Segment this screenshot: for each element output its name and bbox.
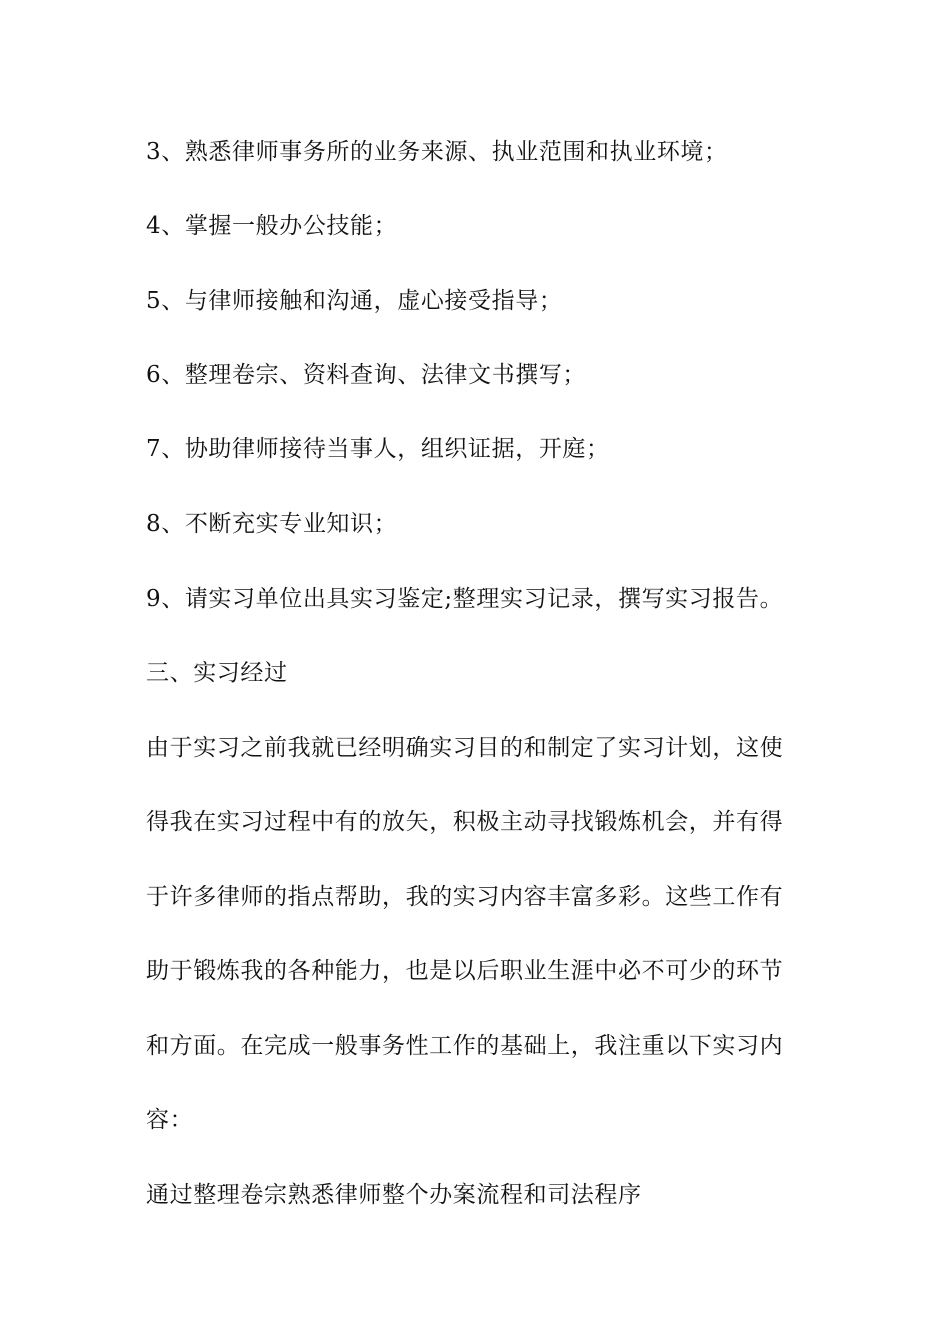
paragraph-line-2: 得我在实习过程中有的放矢，积极主动寻找锻炼机会，并有得 bbox=[146, 809, 784, 835]
list-item-4: 4、掌握一般办公技能； bbox=[146, 213, 398, 239]
list-item-9: 9、请实习单位出具实习鉴定;整理实习记录，撰写实习报告。 bbox=[146, 586, 784, 612]
paragraph-line-1: 由于实习之前我就已经明确实习目的和制定了实习计划，这使 bbox=[146, 735, 784, 761]
list-item-5: 5、与律师接触和沟通，虚心接受指导； bbox=[146, 288, 563, 314]
list-item-6: 6、整理卷宗、资料查询、法律文书撰写； bbox=[146, 362, 587, 388]
section-heading: 三、实习经过 bbox=[146, 660, 288, 686]
subheading: 通过整理卷宗熟悉律师整个办案流程和司法程序 bbox=[146, 1182, 642, 1208]
paragraph-line-4: 助于锻炼我的各种能力，也是以后职业生涯中必不可少的环节 bbox=[146, 958, 784, 984]
paragraph-line-3: 于许多律师的指点帮助，我的实习内容丰富多彩。这些工作有 bbox=[146, 884, 784, 910]
list-item-3: 3、熟悉律师事务所的业务来源、执业范围和执业环境； bbox=[146, 139, 728, 165]
paragraph-line-6: 容： bbox=[146, 1107, 194, 1133]
list-item-7: 7、协助律师接待当事人，组织证据，开庭； bbox=[146, 436, 610, 462]
list-item-8: 8、不断充实专业知识； bbox=[146, 511, 398, 537]
paragraph-line-5: 和方面。在完成一般事务性工作的基础上，我注重以下实习内 bbox=[146, 1033, 784, 1059]
